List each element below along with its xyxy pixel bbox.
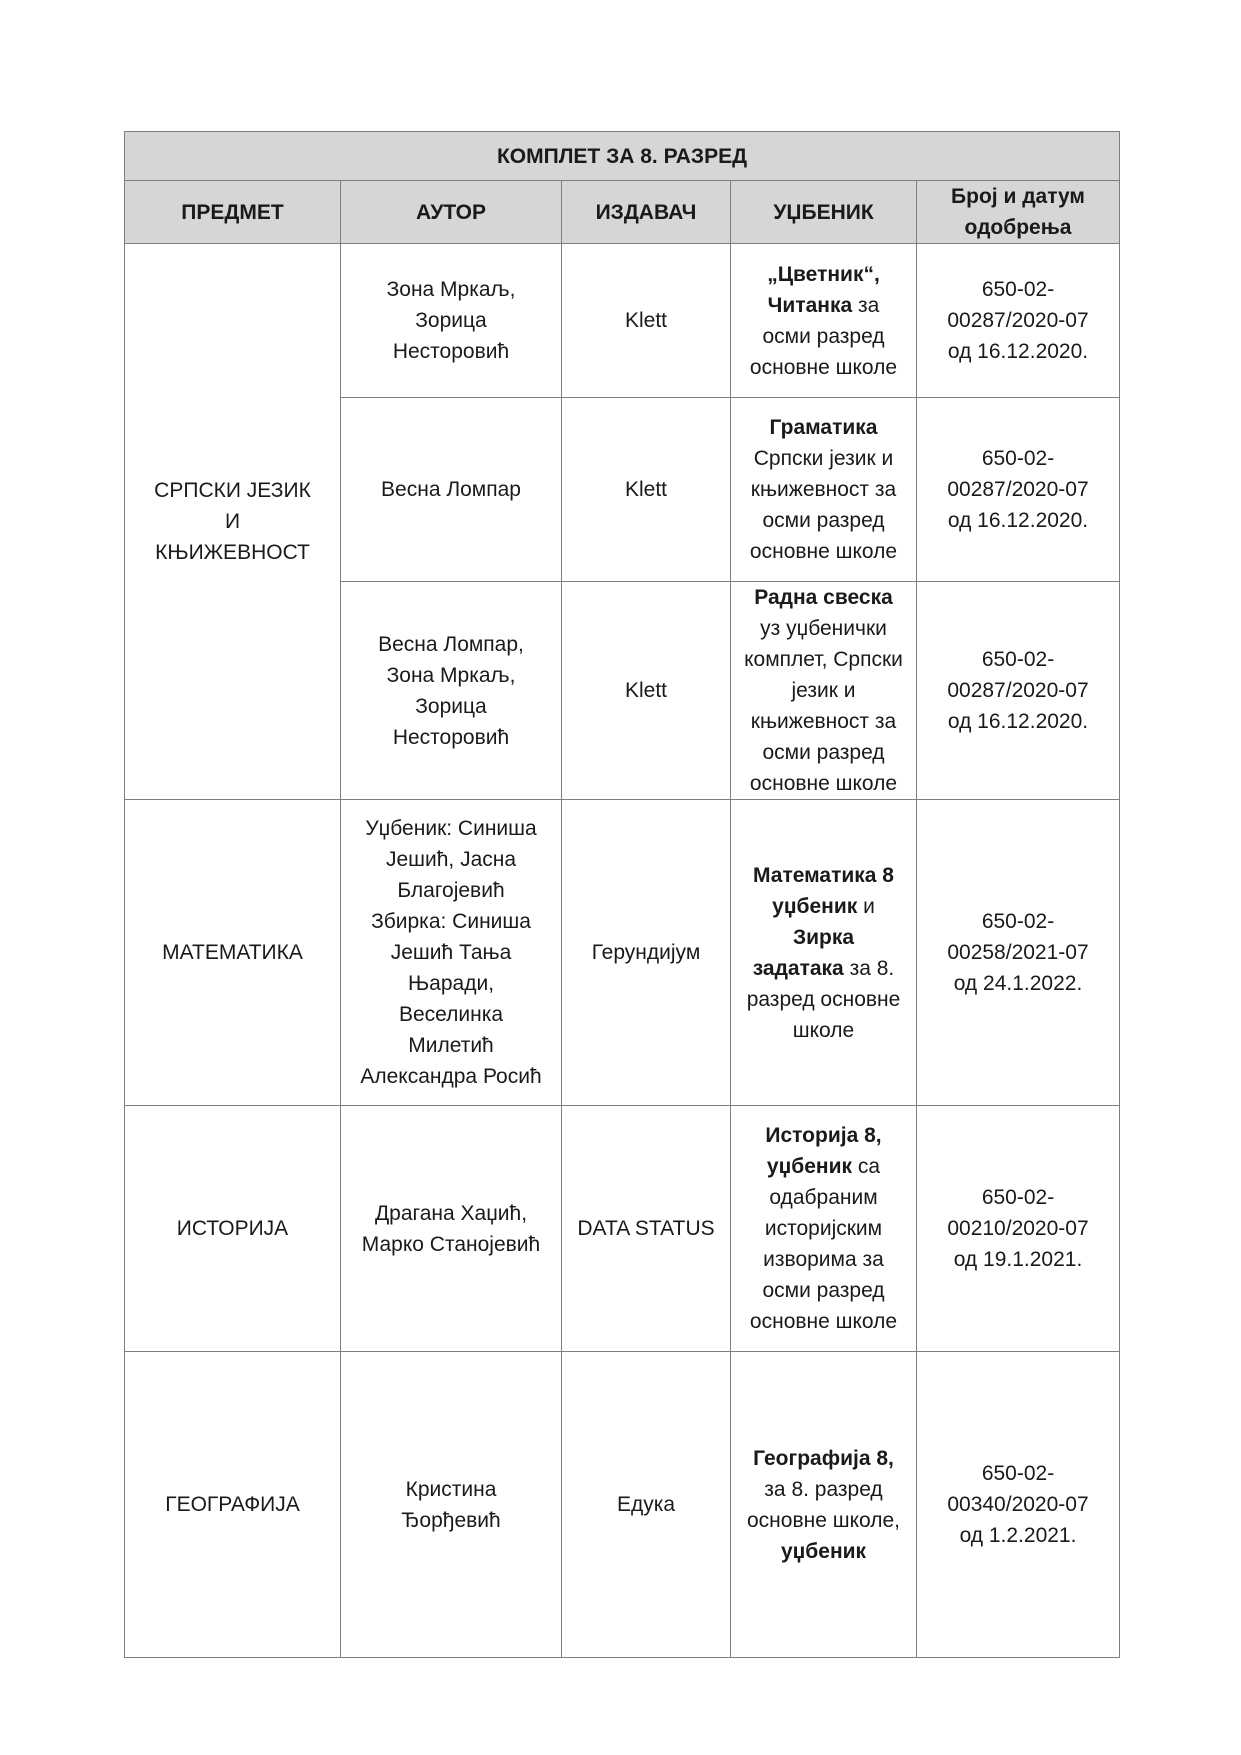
textbook-title: Математика 8 уџбеник — [753, 863, 894, 918]
author-cell — [341, 800, 562, 1106]
approval-cell — [917, 582, 1120, 800]
textbook-cell — [731, 398, 917, 582]
textbook-description: за 8. разред основне школе — [746, 956, 901, 1042]
author-cell — [341, 1106, 562, 1352]
author-line: Уџбеник: Синиша — [365, 817, 537, 840]
author-line: Зорица — [415, 309, 487, 332]
textbook-connector: и — [863, 894, 875, 918]
textbook-description: за осми разред основне школе — [749, 293, 898, 379]
textbook-title-2: уџбеник — [780, 1539, 867, 1563]
table-row — [125, 1106, 1120, 1352]
publisher-cell: DATA STATUS — [562, 1106, 731, 1352]
approval-cell — [917, 244, 1120, 398]
textbook-description: са одабраним историјским изворима за осми разред основне школе — [749, 1155, 898, 1333]
author-line: Зона Мркаљ, — [386, 663, 516, 687]
author-cell — [341, 244, 562, 398]
approval-line: 650-02- — [981, 910, 1055, 933]
author-cell — [341, 398, 562, 582]
approval-line: 00340/2020-07 — [947, 1493, 1089, 1516]
author-line: Кристина — [405, 1477, 497, 1501]
approval-line: 00258/2021-07 — [947, 941, 1089, 964]
subject-cell: МАТЕМАТИКА — [125, 800, 341, 1106]
approval-line: 650-02- — [981, 1462, 1055, 1485]
author-line: Ђорђевић — [401, 1508, 501, 1532]
approval-line: 00287/2020-07 — [947, 309, 1089, 332]
approval-cell — [917, 398, 1120, 582]
author-line: Зорица — [415, 694, 487, 718]
table-title-row — [125, 132, 1120, 181]
textbook-title: Историја 8, уџбеник — [765, 1124, 882, 1178]
subject-cell: СРПСКИ ЈЕЗИК И КЊИЖЕВНОСТ — [125, 244, 341, 800]
approval-line: од 16.12.2020. — [947, 340, 1089, 363]
header-row — [125, 181, 1120, 244]
table-row — [125, 1352, 1120, 1658]
textbook-cell — [731, 800, 917, 1106]
approval-line: од 16.12.2020. — [947, 710, 1089, 733]
publisher-cell: Герундијум — [562, 800, 731, 1106]
publisher-cell: Klett — [562, 244, 731, 398]
publisher-cell: Едука — [562, 1352, 731, 1658]
approval-line: 00287/2020-07 — [947, 478, 1089, 501]
header-approval: Број и датум одобрења — [917, 181, 1120, 244]
author-line: Марко Станојевић — [361, 1232, 541, 1256]
publisher-cell: Klett — [562, 398, 731, 582]
approval-cell — [917, 1106, 1120, 1352]
approval-line: 650-02- — [981, 648, 1055, 671]
author-line: Зона Мркаљ, — [386, 278, 516, 301]
approval-line: 00287/2020-07 — [947, 679, 1089, 702]
author-line: Благојевић — [397, 879, 505, 902]
table-title: КОМПЛЕТ ЗА 8. РАЗРЕД — [125, 132, 1120, 181]
author-line: Весна Ломпар — [381, 478, 521, 501]
table-row — [125, 244, 1120, 398]
textbook-description: Српски језик и књижевност за осми разред основне школе — [749, 447, 898, 563]
author-line: Несторовић — [392, 340, 510, 363]
subject-cell: ИСТОРИЈА — [125, 1106, 341, 1352]
publisher-cell: Klett — [562, 582, 731, 800]
approval-line: од 16.12.2020. — [947, 509, 1089, 532]
textbook-table — [124, 131, 1120, 1658]
header-textbook: УЏБЕНИК — [731, 181, 917, 244]
approval-line: 00210/2020-07 — [947, 1217, 1089, 1240]
textbook-cell — [731, 244, 917, 398]
header-publisher: ИЗДАВАЧ — [562, 181, 731, 244]
author-line: Њаради, — [407, 972, 495, 995]
approval-line: од 24.1.2022. — [953, 972, 1083, 995]
approval-line: од 19.1.2021. — [953, 1248, 1083, 1271]
approval-line: 650-02- — [981, 1186, 1055, 1209]
textbook-title: „Цветник“, Читанка — [767, 262, 880, 317]
approval-cell — [917, 1352, 1120, 1658]
author-line: Драгана Хаџић, — [374, 1201, 528, 1225]
author-cell — [341, 582, 562, 800]
textbook-title-2: Зирка задатака — [752, 925, 855, 980]
textbook-title: Географија 8, — [753, 1446, 894, 1470]
author-line: Несторовић — [392, 725, 510, 749]
subject-cell: ГЕОГРАФИЈА — [125, 1352, 341, 1658]
author-line: Александра Росић — [360, 1065, 542, 1088]
textbook-cell — [731, 1352, 917, 1658]
author-line: Милетић — [408, 1034, 494, 1057]
header-author: АУТОР — [341, 181, 562, 244]
author-line: Јешић Тања — [390, 941, 512, 964]
textbook-description: за 8. разред основне школе, — [747, 1477, 900, 1532]
table-row — [125, 800, 1120, 1106]
author-line: Веселинка — [398, 1003, 504, 1026]
author-line: Весна Ломпар, — [378, 632, 524, 656]
textbook-description: уз уџбенички комплет, Српски језик и књижевност за осми разред основне школе — [744, 617, 903, 795]
textbook-title: Радна свеска — [754, 586, 893, 609]
author-line: Јешић, Јасна — [385, 848, 517, 871]
textbook-cell — [731, 582, 917, 800]
approval-line: од 1.2.2021. — [959, 1524, 1077, 1547]
approval-cell — [917, 800, 1120, 1106]
author-line: Збирка: Синиша — [371, 910, 531, 933]
header-subject: ПРЕДМЕТ — [125, 181, 341, 244]
author-cell — [341, 1352, 562, 1658]
approval-line: 650-02- — [981, 447, 1055, 470]
textbook-title: Граматика — [769, 416, 878, 439]
approval-line: 650-02- — [981, 278, 1055, 301]
textbook-cell — [731, 1106, 917, 1352]
